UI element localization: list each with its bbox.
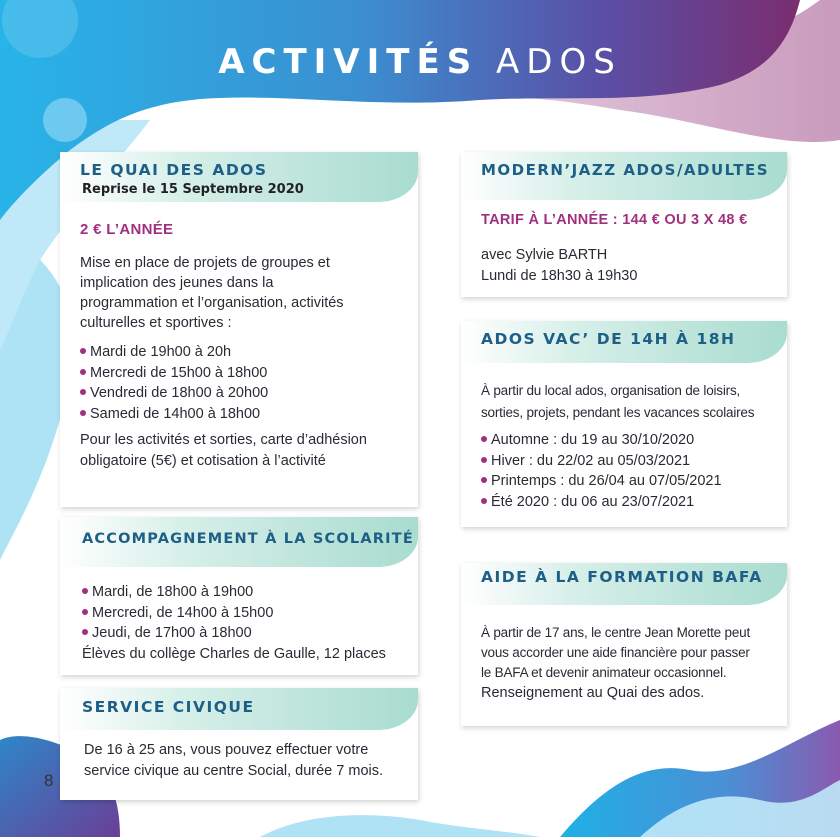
- description-line: service civique au centre Social, durée 7 mois.: [84, 763, 384, 779]
- card-header: [461, 321, 787, 363]
- note-line: Pour les activités et sorties, carte d’adhésion: [80, 432, 367, 448]
- page-title-light: ADOS: [496, 42, 622, 82]
- schedule-item: [82, 582, 253, 603]
- schedule-text: Jeudi, de 17h00 à 18h00: [92, 625, 252, 641]
- bullet-icon: [80, 348, 86, 354]
- card-service-civique: [60, 688, 418, 800]
- page-title: [0, 42, 840, 82]
- description-line: le BAFA et devenir animateur occasionnel.: [481, 665, 727, 680]
- schedule-text: Mardi, de 18h00 à 19h00: [92, 584, 254, 600]
- card-quai-des-ados: [60, 152, 418, 507]
- bullet-icon: [80, 389, 86, 395]
- card-title: SERVICE CIVIQUE: [82, 698, 255, 716]
- bullet-icon: [481, 498, 487, 504]
- bullet-icon: [481, 457, 487, 463]
- schedule-item: [80, 342, 231, 363]
- description-line: De 16 à 25 ans, vous pouvez effectuer votre: [84, 742, 369, 758]
- card-title: MODERN’JAZZ ADOS/ADULTES: [481, 161, 770, 179]
- description-line: vous accorder une aide financière pour passer: [481, 645, 750, 660]
- note-line: Élèves du collège Charles de Gaulle, 12 places: [82, 646, 386, 662]
- description-line: programmation et l’organisation, activités: [80, 295, 344, 311]
- bullet-icon: [80, 369, 86, 375]
- schedule-item: [82, 603, 273, 624]
- schedule-item: [80, 404, 260, 425]
- card-header: [60, 152, 418, 202]
- card-header: [461, 152, 787, 200]
- bullet-icon: [82, 588, 88, 594]
- card-subtitle: Reprise le 15 Septembre 2020: [82, 182, 304, 197]
- price-label: 2 € L’ANNÉE: [80, 221, 174, 238]
- period-item: [481, 492, 694, 513]
- description-line: À partir de 17 ans, le centre Jean Morette peut: [481, 625, 751, 640]
- period-item: [481, 430, 694, 451]
- schedule-item: [80, 383, 268, 404]
- bullet-icon: [82, 609, 88, 615]
- period-text: Été 2020 : du 06 au 23/07/2021: [491, 494, 695, 510]
- card-title: ADOS VAC’ DE 14H À 18H: [481, 330, 736, 348]
- page-number: 8: [44, 771, 54, 790]
- description-line: avec Sylvie BARTH: [481, 247, 608, 263]
- description-line: sorties, projets, pendant les vacances scolaires: [481, 405, 755, 420]
- card-header: [461, 563, 787, 605]
- period-text: Hiver : du 22/02 au 05/03/2021: [491, 453, 691, 469]
- price-label: TARIF À L’ANNÉE : 144 € OU 3 X 48 €: [481, 212, 748, 228]
- description-line: Lundi de 18h30 à 19h30: [481, 268, 638, 284]
- note-line: obligatoire (5€) et cotisation à l’activité: [80, 453, 326, 469]
- description-line: implication des jeunes dans la: [80, 275, 274, 291]
- card-ados-vac: [461, 321, 787, 527]
- schedule-text: Samedi de 14h00 à 18h00: [90, 406, 261, 422]
- page-title-bold: ACTIVITÉS: [218, 42, 479, 82]
- description-line: À partir du local ados, organisation de loisirs,: [481, 383, 741, 398]
- card-scolarite: [60, 517, 418, 675]
- card-aide-bafa: [461, 563, 787, 726]
- card-header: [60, 688, 418, 730]
- bullet-icon: [80, 410, 86, 416]
- description-line: culturelles et sportives :: [80, 315, 232, 331]
- description-line: Renseignement au Quai des ados.: [481, 685, 705, 701]
- card-title: ACCOMPAGNEMENT À LA SCOLARITÉ: [82, 531, 414, 547]
- description-line: Mise en place de projets de groupes et: [80, 255, 330, 271]
- period-text: Automne : du 19 au 30/10/2020: [491, 432, 695, 448]
- period-item: [481, 451, 690, 472]
- period-item: [481, 471, 722, 492]
- bullet-icon: [481, 477, 487, 483]
- schedule-text: Mardi de 19h00 à 20h: [90, 344, 232, 360]
- period-text: Printemps : du 26/04 au 07/05/2021: [491, 473, 722, 489]
- bullet-icon: [82, 629, 88, 635]
- card-title: AIDE À LA FORMATION BAFA: [481, 568, 763, 586]
- schedule-item: [80, 363, 267, 384]
- card-title: LE QUAI DES ADOS: [80, 161, 268, 179]
- bullet-icon: [481, 436, 487, 442]
- schedule-text: Mercredi de 15h00 à 18h00: [90, 365, 268, 381]
- schedule-text: Mercredi, de 14h00 à 15h00: [92, 605, 274, 621]
- card-header: [60, 517, 418, 567]
- schedule-text: Vendredi de 18h00 à 20h00: [90, 385, 269, 401]
- schedule-item: [82, 623, 252, 644]
- card-modern-jazz: [461, 152, 787, 297]
